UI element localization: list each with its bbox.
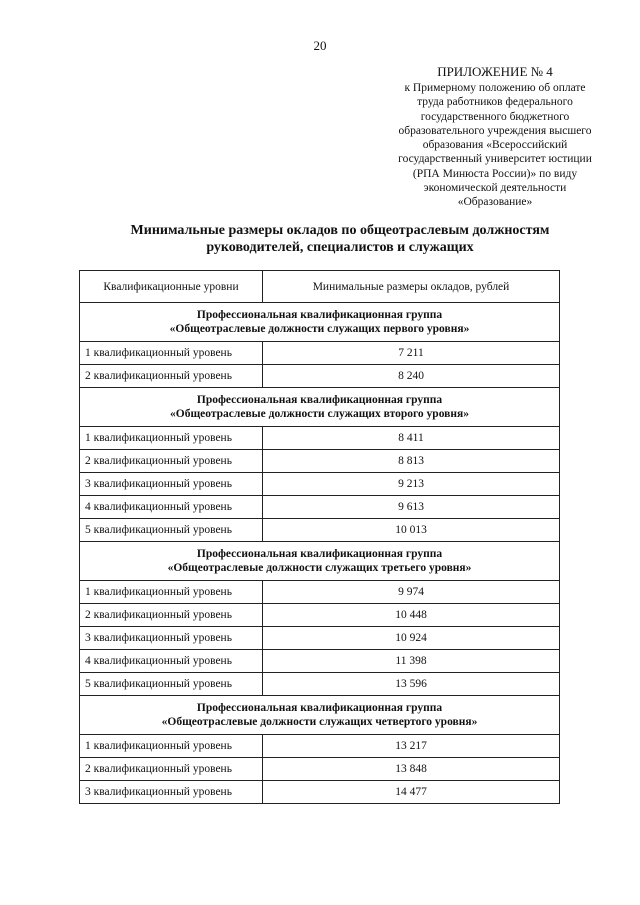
appendix-title: ПРИЛОЖЕНИЕ № 4 xyxy=(437,64,553,79)
table-row xyxy=(80,450,560,473)
salary-cell: 9 613 xyxy=(263,496,560,519)
group-title-line-2: «Общеотраслевые должности служащих третьего уровня» xyxy=(167,562,472,574)
level-cell: 2 квалификационный уровень xyxy=(80,365,263,388)
salary-table xyxy=(79,270,560,804)
level-cell: 2 квалификационный уровень xyxy=(80,604,263,627)
salary-cell: 8 240 xyxy=(263,365,560,388)
group-header-row xyxy=(80,696,560,735)
appendix-line: образовательного учреждения высшего xyxy=(398,124,592,137)
table-row xyxy=(80,365,560,388)
salary-cell: 14 477 xyxy=(263,781,560,804)
appendix-line: образования «Всероссийский xyxy=(422,139,568,152)
appendix-line: экономической деятельности xyxy=(423,182,567,195)
document-title-line-2: руководителей, специалистов и служащих xyxy=(206,240,474,255)
group-title-line-2: «Общеотраслевые должности служащих второго уровня» xyxy=(170,408,469,420)
level-cell: 3 квалификационный уровень xyxy=(80,473,263,496)
table-row xyxy=(80,581,560,604)
salary-cell: 9 213 xyxy=(263,473,560,496)
group-header-cell xyxy=(80,303,560,342)
table-row xyxy=(80,604,560,627)
salary-cell: 10 924 xyxy=(263,627,560,650)
appendix-line: «Образование» xyxy=(457,196,533,209)
salary-cell: 11 398 xyxy=(263,650,560,673)
appendix-line: государственный университет юстиции xyxy=(398,153,592,166)
appendix-line: государственного бюджетного xyxy=(420,110,570,123)
document-title xyxy=(60,222,620,256)
level-cell: 1 квалификационный уровень xyxy=(80,342,263,365)
table-row xyxy=(80,650,560,673)
group-title-line-1: Профессиональная квалификационная группа xyxy=(196,309,443,321)
table-header-row xyxy=(80,271,560,303)
level-cell: 4 квалификационный уровень xyxy=(80,496,263,519)
document-title-line-1: Минимальные размеры окладов по общеотраслевым должностям xyxy=(130,223,550,238)
group-title-line-2: «Общеотраслевые должности служащих четвертого уровня» xyxy=(161,716,478,728)
table-row xyxy=(80,342,560,365)
level-cell: 3 квалификационный уровень xyxy=(80,781,263,804)
table-row xyxy=(80,735,560,758)
level-cell: 2 квалификационный уровень xyxy=(80,450,263,473)
table-row xyxy=(80,758,560,781)
appendix-line: (РПА Минюста России)» по виду xyxy=(412,167,578,180)
level-cell: 1 квалификационный уровень xyxy=(80,427,263,450)
table-row xyxy=(80,673,560,696)
salary-cell: 13 848 xyxy=(263,758,560,781)
table-row xyxy=(80,627,560,650)
level-cell: 5 квалификационный уровень xyxy=(80,519,263,542)
salary-cell: 7 211 xyxy=(263,342,560,365)
salary-cell: 9 974 xyxy=(263,581,560,604)
level-cell: 1 квалификационный уровень xyxy=(80,581,263,604)
header-salary: Минимальные размеры окладов, рублей xyxy=(263,271,560,303)
group-title-line-1: Профессиональная квалификационная группа xyxy=(196,548,443,560)
group-header-row xyxy=(80,542,560,581)
table-row xyxy=(80,473,560,496)
salary-cell: 13 217 xyxy=(263,735,560,758)
level-cell: 2 квалификационный уровень xyxy=(80,758,263,781)
salary-cell: 10 013 xyxy=(263,519,560,542)
header-level: Квалификационные уровни xyxy=(80,271,263,303)
group-header-cell xyxy=(80,542,560,581)
salary-cell: 8 813 xyxy=(263,450,560,473)
appendix-block xyxy=(395,64,595,210)
page-number: 20 xyxy=(313,38,327,53)
level-cell: 5 квалификационный уровень xyxy=(80,673,263,696)
level-cell: 4 квалификационный уровень xyxy=(80,650,263,673)
group-header-cell xyxy=(80,388,560,427)
salary-cell: 10 448 xyxy=(263,604,560,627)
appendix-line: труда работников федерального xyxy=(417,96,573,109)
group-title-line-1: Профессиональная квалификационная группа xyxy=(196,394,443,406)
group-title-line-1: Профессиональная квалификационная группа xyxy=(196,702,443,714)
appendix-line: к Примерному положению об оплате xyxy=(404,82,586,94)
table-body xyxy=(80,303,560,804)
table-row xyxy=(80,496,560,519)
level-cell: 1 квалификационный уровень xyxy=(80,735,263,758)
group-header-row xyxy=(80,303,560,342)
group-header-cell xyxy=(80,696,560,735)
table-row xyxy=(80,781,560,804)
salary-cell: 13 596 xyxy=(263,673,560,696)
level-cell: 3 квалификационный уровень xyxy=(80,627,263,650)
table-row xyxy=(80,427,560,450)
group-header-row xyxy=(80,388,560,427)
group-title-line-2: «Общеотраслевые должности служащих первого уровня» xyxy=(169,323,470,335)
salary-cell: 8 411 xyxy=(263,427,560,450)
table-row xyxy=(80,519,560,542)
